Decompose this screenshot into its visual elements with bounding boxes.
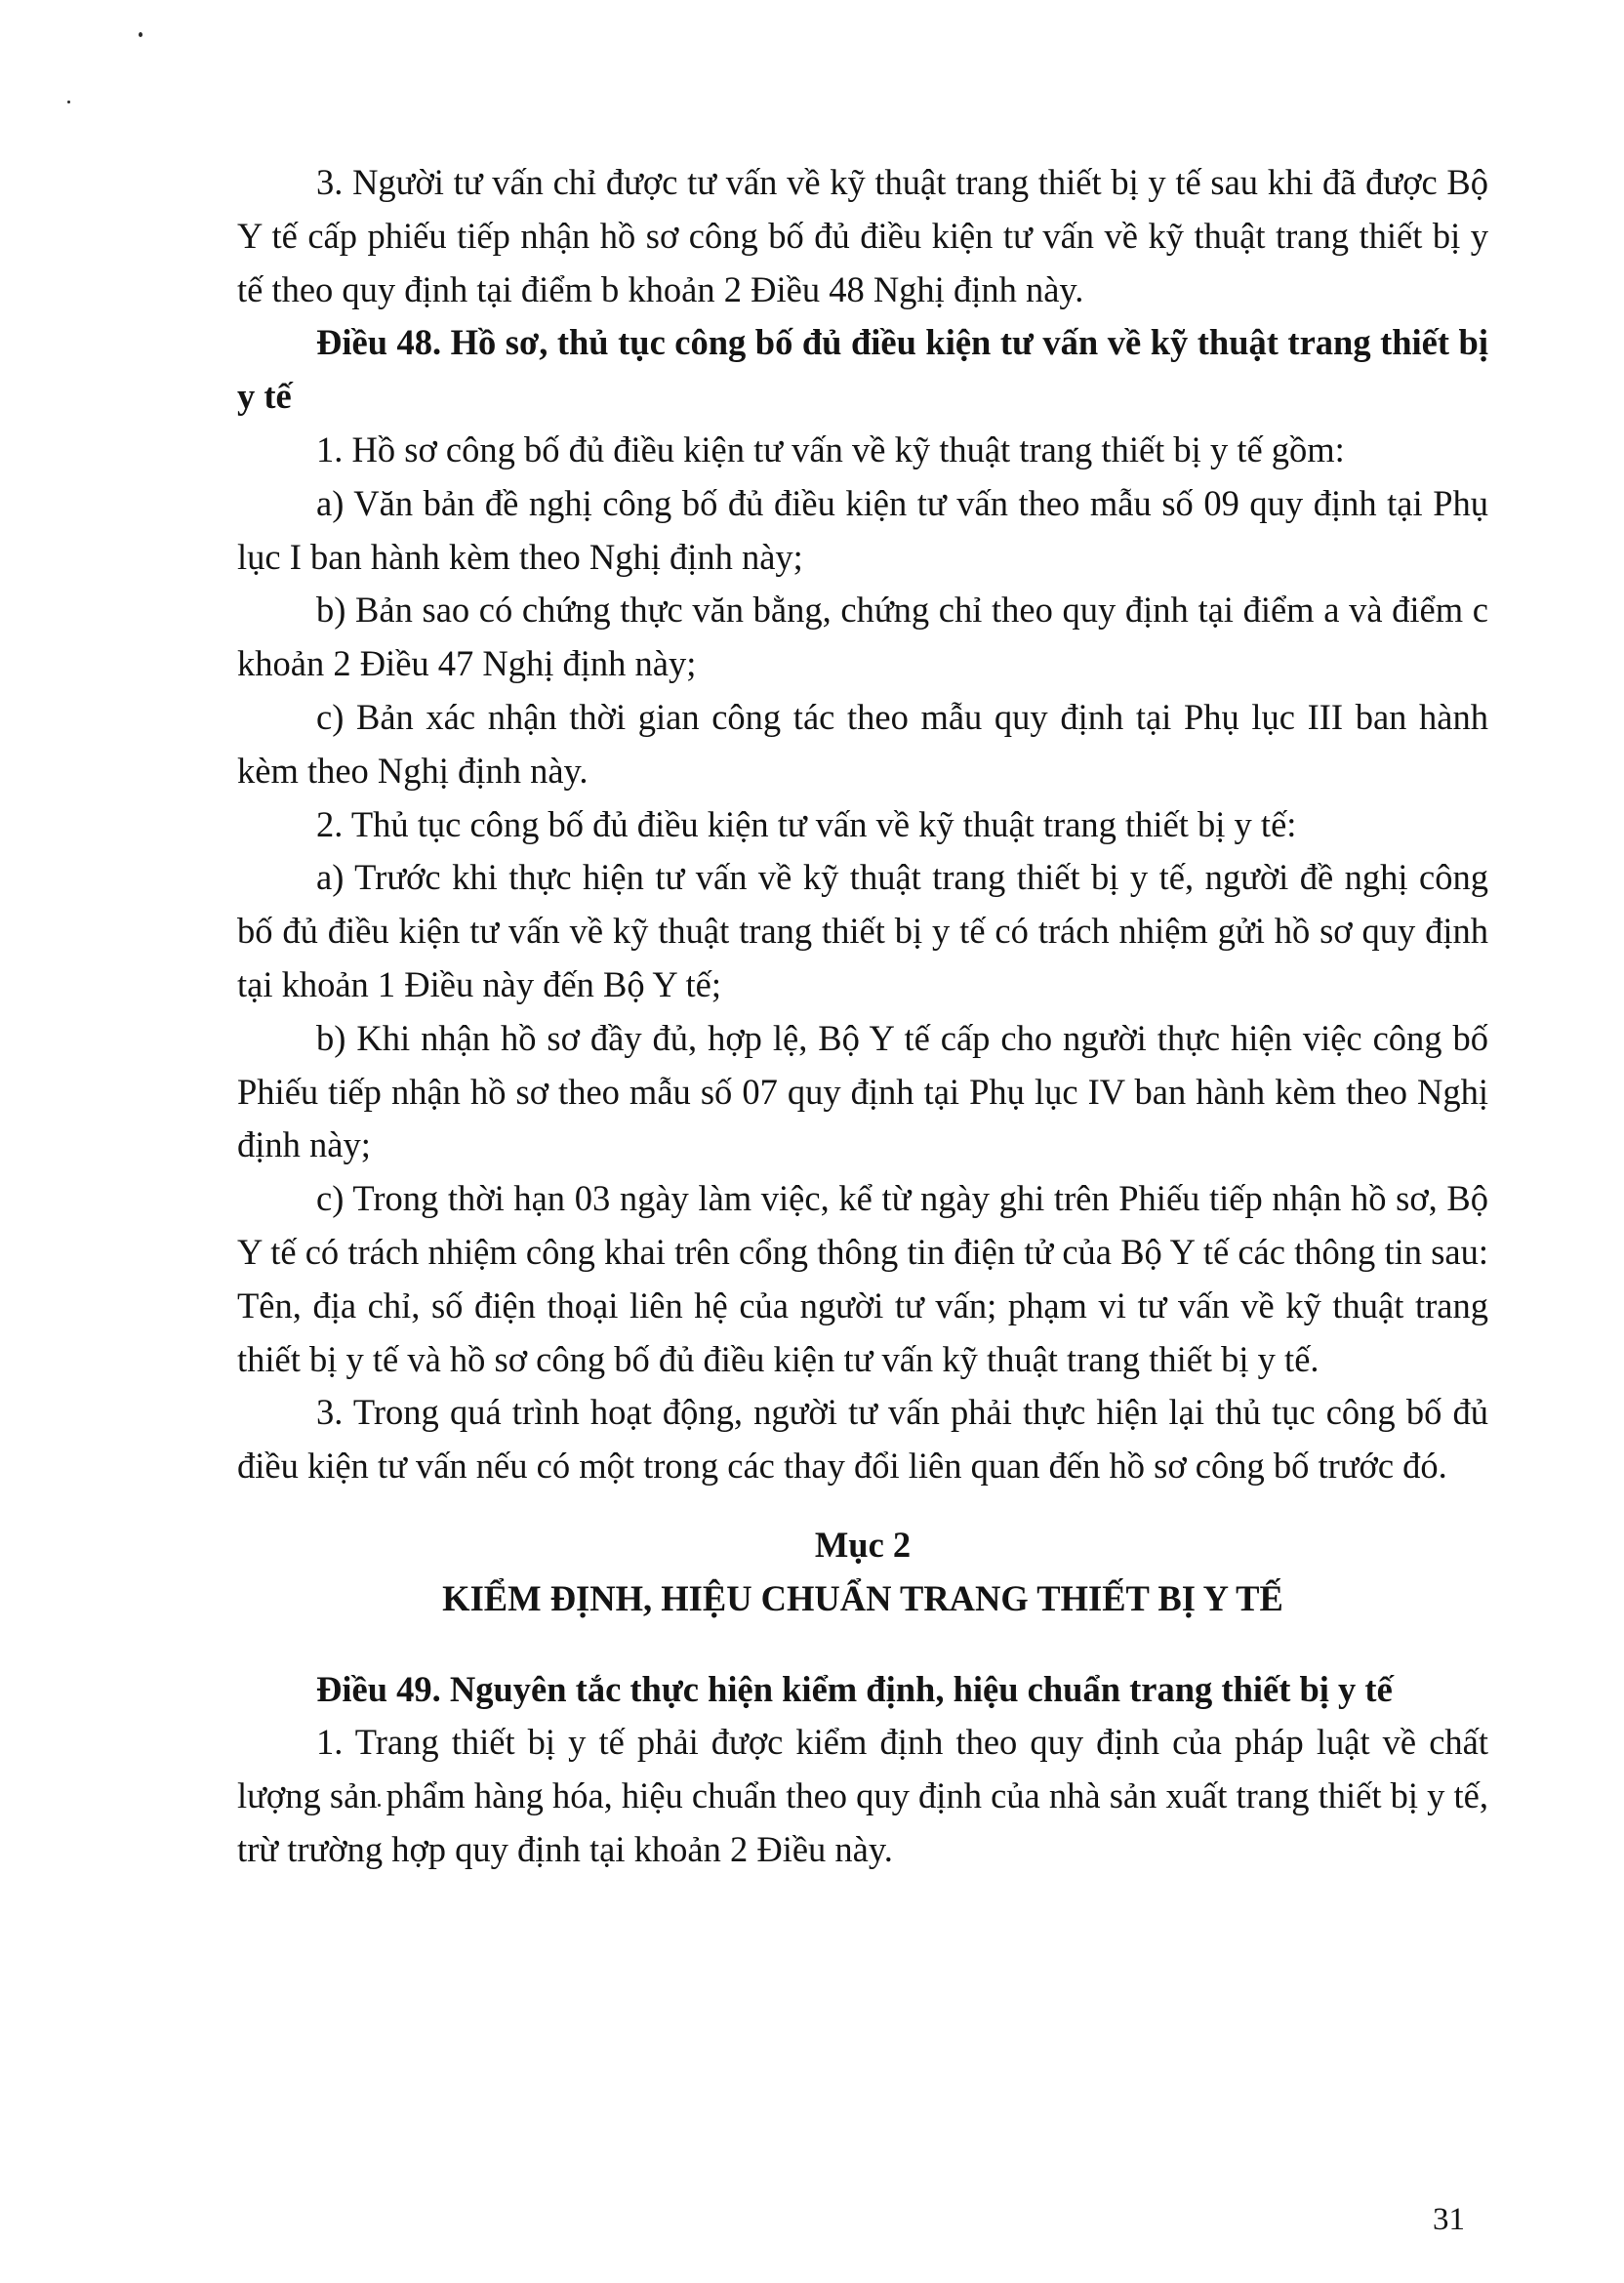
- paragraph-article48-clause2-b: b) Khi nhận hồ sơ đầy đủ, hợp lệ, Bộ Y tế cấp cho người thực hiện việc công bố Phiếu tiếp nhận hồ sơ theo mẫu số 07 quy định tại Phụ lục IV ban hành kèm theo Nghị định này;: [237, 1017, 1488, 1165]
- section-title: KIỂM ĐỊNH, HIỆU CHUẨN TRANG THIẾT BỊ Y TẾ: [442, 1577, 1283, 1618]
- paragraph-article48-clause1-a: a) Văn bản đề nghị công bố đủ điều kiện tư vấn theo mẫu số 09 quy định tại Phụ lục I ban hành kèm theo Nghị định này;: [237, 482, 1488, 577]
- scan-speck: [67, 101, 70, 103]
- paragraph-article48-clause2-c: c) Trong thời hạn 03 ngày làm việc, kể từ ngày ghi trên Phiếu tiếp nhận hồ sơ, Bộ Y tế có trách nhiệm công khai trên cổng thông tin điện tử của Bộ Y tế các thông tin sau: Tên, địa chỉ, số điện thoại liên hệ của người tư vấn; phạm vi tư vấn về kỹ thuật trang thiết bị y tế và hồ sơ công bố đủ điều kiện tư vấn kỹ thuật trang thiết bị y tế.: [237, 1178, 1488, 1379]
- section-label: Mục 2: [814, 1524, 912, 1565]
- scan-speck: [139, 32, 142, 37]
- paragraph-article48-clause3: 3. Trong quá trình hoạt động, người tư vấn phải thực hiện lại thủ tục công bố đủ điều kiện tư vấn nếu có một trong các thay đổi liên quan đến hồ sơ công bố trước đó.: [237, 1392, 1488, 1487]
- paragraph-article48-clause1: 1. Hồ sơ công bố đủ điều kiện tư vấn về kỹ thuật trang thiết bị y tế gồm:: [316, 428, 1345, 469]
- paragraph-article47-clause3: 3. Người tư vấn chỉ được tư vấn về kỹ thuật trang thiết bị y tế sau khi đã được Bộ Y tế cấp phiếu tiếp nhận hồ sơ công bố đủ điều kiện tư vấn về kỹ thuật trang thiết bị y tế theo quy định tại điểm b khoản 2 Điều 48 Nghị định này.: [237, 162, 1488, 309]
- page-number: 31: [1433, 2202, 1465, 2237]
- paragraph-article48-clause2-a: a) Trước khi thực hiện tư vấn về kỹ thuật trang thiết bị y tế, người đề nghị công bố đủ điều kiện tư vấn về kỹ thuật trang thiết bị y tế có trách nhiệm gửi hồ sơ quy định tại khoản 1 Điều này đến Bộ Y tế;: [237, 857, 1488, 1004]
- document-body: [237, 156, 1488, 1877]
- paragraph-article49-clause1: 1. Trang thiết bị y tế phải được kiểm định theo quy định của pháp luật về chất lượng sản phẩm hàng hóa, hiệu chuẩn theo quy định của nhà sản xuất trang thiết bị y tế, trừ trường hợp quy định tại khoản 2 Điều này.: [237, 1722, 1488, 1869]
- paragraph-article48-clause1-c: c) Bản xác nhận thời gian công tác theo mẫu quy định tại Phụ lục III ban hành kèm theo Nghị định này.: [237, 696, 1488, 791]
- article-49-heading: Điều 49. Nguyên tắc thực hiện kiểm định, hiệu chuẩn trang thiết bị y tế: [316, 1668, 1393, 1709]
- paragraph-article48-clause1-b: b) Bản sao có chứng thực văn bằng, chứng chỉ theo quy định tại điểm a và điểm c khoản 2 Điều 47 Nghị định này;: [237, 590, 1488, 684]
- article-48-heading: Điều 48. Hồ sơ, thủ tục công bố đủ điều kiện tư vấn về kỹ thuật trang thiết bị y tế: [237, 322, 1488, 417]
- paragraph-article48-clause2: 2. Thủ tục công bố đủ điều kiện tư vấn về kỹ thuật trang thiết bị y tế:: [316, 803, 1297, 844]
